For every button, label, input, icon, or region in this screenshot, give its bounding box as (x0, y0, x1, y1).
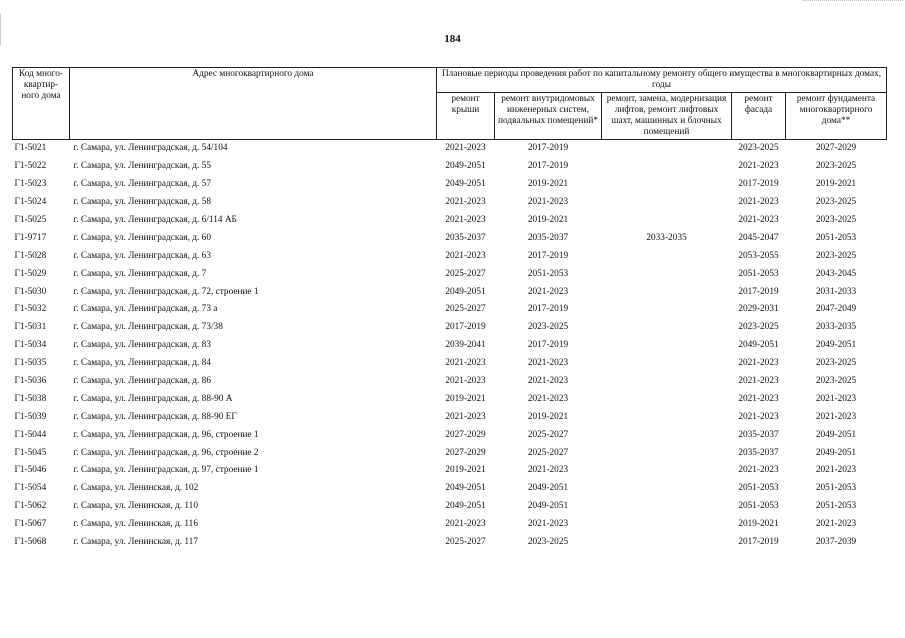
cell-foundation-period: 2043-2045 (815, 268, 857, 279)
page-number: 184 (444, 33, 461, 45)
cell-code: Г1-5054 (14, 483, 47, 494)
table-row (13, 498, 887, 516)
cell-code: Г1-5023 (14, 179, 47, 190)
header-code: Код много-квартир-ного дома (13, 68, 70, 140)
cell-roof-period: 2019-2021 (445, 465, 486, 476)
cell-lifts-period (602, 283, 732, 301)
cell-lifts-period (602, 337, 732, 355)
cell-roof-period: 2021-2023 (445, 358, 486, 369)
cell-code: Г1-5046 (14, 465, 47, 476)
cell-address: г. Самара, ул. Ленинградская, д. 86 (73, 376, 211, 387)
cell-address: г. Самара, ул. Ленинградская, д. 83 (73, 340, 211, 351)
cell-foundation-period: 2051-2053 (815, 483, 857, 494)
cell-address: г. Самара, ул. Ленинградская, д. 73 а (73, 304, 218, 315)
cell-roof-period: 2035-2037 (445, 232, 486, 243)
cell-facade-period: 2029-2031 (738, 304, 779, 315)
table-row (13, 390, 887, 408)
cell-roof-period: 2049-2051 (445, 286, 486, 297)
cell-roof-period: 2039-2041 (445, 340, 486, 351)
table-row (13, 408, 887, 426)
cell-engineering-period: 2023-2025 (527, 322, 569, 333)
cell-address: г. Самара, ул. Ленинградская, д. 88-90 ЕГ (73, 411, 237, 422)
cell-foundation-period: 2021-2023 (815, 411, 857, 422)
cell-address: г. Самара, ул. Ленинградская, д. 57 (73, 179, 211, 190)
cell-code: Г1-5030 (14, 286, 47, 297)
cell-facade-period: 2021-2023 (738, 393, 779, 404)
cell-address: г. Самара, ул. Ленинградская, д. 73/38 (73, 322, 223, 333)
cell-facade-period: 2051-2053 (738, 483, 779, 494)
cell-roof-period: 2049-2051 (445, 501, 486, 512)
table-row (13, 176, 887, 194)
cell-engineering-period: 2025-2027 (527, 429, 569, 440)
table-row (13, 301, 887, 319)
cell-code: Г1-5035 (14, 358, 47, 369)
table-row (13, 355, 887, 373)
cell-code: Г1-5034 (14, 340, 47, 351)
cell-address: г. Самара, ул. Ленинградская, д. 96, строение 1 (73, 429, 259, 440)
cell-code: Г1-5062 (14, 501, 47, 512)
cell-facade-period: 2021-2023 (738, 197, 779, 208)
cell-address: г. Самара, ул. Ленинская, д. 116 (73, 519, 198, 530)
cell-engineering-period: 2049-2051 (527, 483, 569, 494)
cell-engineering-period: 2035-2037 (527, 232, 569, 243)
table-row (13, 426, 887, 444)
cell-code: Г1-5022 (14, 161, 47, 172)
cell-foundation-period: 2023-2025 (815, 161, 857, 172)
cell-address: г. Самара, ул. Ленинградская, д. 88-90 А (73, 393, 233, 404)
cell-foundation-period: 2021-2023 (815, 519, 857, 530)
table-row (13, 194, 887, 212)
cell-roof-period: 2021-2023 (445, 250, 486, 261)
cell-lifts-period (602, 212, 732, 230)
cell-engineering-period: 2021-2023 (527, 286, 569, 297)
cell-engineering-period: 2017-2019 (527, 143, 569, 154)
cell-roof-period: 2021-2023 (445, 143, 486, 154)
cell-foundation-period: 2051-2053 (815, 501, 857, 512)
table-row (13, 462, 887, 480)
cell-engineering-period: 2017-2019 (527, 161, 569, 172)
cell-lifts-period (602, 426, 732, 444)
cell-foundation-period: 2021-2023 (815, 465, 857, 476)
cell-facade-period: 2017-2019 (738, 286, 779, 297)
cell-facade-period: 2051-2053 (738, 268, 779, 279)
cell-foundation-period: 2031-2033 (815, 286, 857, 297)
header-roof: ремонт крыши (437, 93, 495, 140)
cell-engineering-period: 2021-2023 (527, 465, 569, 476)
cell-engineering-period: 2019-2021 (527, 179, 569, 190)
cell-engineering-period: 2021-2023 (527, 519, 569, 530)
cell-code: Г1-9717 (14, 232, 47, 243)
cell-foundation-period: 2037-2039 (815, 537, 857, 548)
cell-lifts-period (602, 176, 732, 194)
cell-code: Г1-5045 (14, 447, 47, 458)
table-body (13, 140, 887, 552)
cell-foundation-period: 2019-2021 (815, 179, 857, 190)
cell-address: г. Самара, ул. Ленинградская, д. 96, строение 2 (73, 447, 259, 458)
cell-foundation-period: 2023-2025 (815, 376, 857, 387)
cell-facade-period: 2035-2037 (738, 447, 779, 458)
cell-foundation-period: 2049-2051 (815, 447, 857, 458)
cell-code: Г1-5067 (14, 519, 47, 530)
cell-address: г. Самара, ул. Ленинская, д. 102 (73, 483, 199, 494)
cell-lifts-period (602, 498, 732, 516)
cell-code: Г1-5024 (14, 197, 47, 208)
cell-foundation-period: 2023-2025 (815, 358, 857, 369)
cell-roof-period: 2019-2021 (445, 393, 486, 404)
table-row (13, 265, 887, 283)
cell-lifts-period (602, 247, 732, 265)
cell-foundation-period: 2051-2053 (815, 232, 857, 243)
cell-engineering-period: 2021-2023 (527, 376, 569, 387)
cell-roof-period: 2021-2023 (445, 215, 486, 225)
cell-code: Г1-5044 (14, 429, 47, 440)
cell-roof-period: 2049-2051 (445, 179, 486, 190)
cell-facade-period: 2053-2055 (738, 250, 779, 261)
cell-engineering-period: 2025-2027 (527, 447, 569, 458)
cell-roof-period: 2025-2027 (445, 304, 486, 315)
table-row (13, 337, 887, 355)
cell-address: г. Самара, ул. Ленинградская, д. 72, строение 1 (73, 286, 259, 297)
cell-lifts-period (602, 444, 732, 462)
cell-address: г. Самара, ул. Ленинградская, д. 63 (73, 250, 211, 261)
cell-engineering-period: 2017-2019 (527, 340, 569, 351)
table-header (13, 68, 887, 140)
cell-code: Г1-5028 (14, 250, 47, 261)
cell-lifts-period (602, 355, 732, 373)
cell-facade-period: 2045-2047 (738, 232, 779, 243)
cell-roof-period: 2049-2051 (445, 161, 486, 172)
corner-scan-mark (803, 0, 903, 2)
cell-facade-period: 2051-2053 (738, 501, 779, 512)
cell-address: г. Самара, ул. Ленинградская, д. 54/104 (73, 143, 228, 154)
cell-address: г. Самара, ул. Ленинская, д. 117 (73, 537, 198, 548)
cell-code: Г1-5039 (14, 411, 47, 422)
cell-engineering-period: 2021-2023 (527, 197, 569, 208)
cell-code: Г1-5025 (14, 215, 47, 225)
cell-address: г. Самара, ул. Ленинградская, д. 58 (73, 197, 211, 208)
cell-engineering-period: 2017-2019 (527, 250, 569, 261)
cell-roof-period: 2021-2023 (445, 411, 486, 422)
cell-foundation-period: 2047-2049 (815, 304, 857, 315)
cell-lifts-period (602, 390, 732, 408)
cell-lifts-period (602, 265, 732, 283)
cell-engineering-period: 2019-2021 (527, 215, 569, 225)
cell-facade-period: 2021-2023 (738, 411, 779, 422)
cell-engineering-period: 2049-2051 (527, 501, 569, 512)
cell-foundation-period: 2049-2051 (815, 429, 857, 440)
table-row (13, 516, 887, 534)
cell-roof-period: 2025-2027 (445, 537, 486, 548)
cell-foundation-period: 2049-2051 (815, 340, 857, 351)
cell-code: Г1-5021 (14, 143, 47, 154)
table-row (13, 140, 887, 158)
cell-lifts-period (602, 319, 732, 337)
table-row (13, 480, 887, 498)
cell-code: Г1-5036 (14, 376, 47, 387)
table-row (13, 534, 887, 552)
cell-code: Г1-5038 (14, 393, 47, 404)
cell-address: г. Самара, ул. Ленинградская, д. 84 (73, 358, 211, 369)
cell-facade-period: 2049-2051 (738, 340, 779, 351)
cell-code: Г1-5068 (14, 537, 47, 548)
cell-foundation-period: 2021-2023 (815, 393, 857, 404)
cell-lifts-period (602, 194, 732, 212)
cell-facade-period: 2021-2023 (738, 376, 779, 387)
cell-facade-period: 2023-2025 (738, 322, 779, 333)
cell-engineering-period: 2051-2053 (527, 268, 569, 279)
cell-address: г. Самара, ул. Ленинградская, д. 6/114 АБ (73, 215, 237, 225)
cell-engineering-period: 2021-2023 (527, 358, 569, 369)
header-facade: ремонт фасада (732, 93, 786, 140)
cell-facade-period: 2021-2023 (738, 215, 779, 225)
cell-roof-period: 2017-2019 (445, 322, 486, 333)
table-row (13, 212, 887, 230)
cell-facade-period: 2021-2023 (738, 465, 779, 476)
header-foundation: ремонт фундамента многоквартирного дома** (786, 93, 887, 140)
cell-facade-period: 2021-2023 (738, 358, 779, 369)
cell-lifts-period (602, 516, 732, 534)
header-address: Адрес многоквартирного дома (70, 68, 437, 140)
header-lifts: ремонт, замена, модернизация лифтов, ремонт лифтовых шахт, машинных и блочных помещений (602, 93, 732, 140)
cell-code: Г1-5031 (14, 322, 47, 333)
cell-roof-period: 2027-2029 (445, 429, 486, 440)
table-row (13, 247, 887, 265)
cell-lifts-period (602, 158, 732, 176)
cell-address: г. Самара, ул. Ленинская, д. 110 (73, 501, 198, 512)
table-row (13, 444, 887, 462)
cell-roof-period: 2027-2029 (445, 447, 486, 458)
cell-engineering-period: 2021-2023 (527, 393, 569, 404)
cell-roof-period: 2021-2023 (445, 197, 486, 208)
cell-roof-period: 2025-2027 (445, 268, 486, 279)
cell-foundation-period: 2023-2025 (815, 197, 857, 208)
cell-facade-period: 2023-2025 (738, 143, 779, 154)
cell-lifts-period (602, 408, 732, 426)
cell-lifts-period (602, 480, 732, 498)
header-engineering: ремонт внутридомовых инженерных систем, подвальных помещений* (495, 93, 602, 140)
cell-lifts-period (602, 534, 732, 552)
table-row (13, 283, 887, 301)
cell-address: г. Самара, ул. Ленинградская, д. 55 (73, 161, 211, 172)
cell-facade-period: 2019-2021 (738, 519, 779, 530)
cell-foundation-period: 2023-2025 (815, 250, 857, 261)
cell-facade-period: 2017-2019 (738, 537, 779, 548)
capital-repair-table (12, 67, 887, 551)
cell-address: г. Самара, ул. Ленинградская, д. 7 (73, 268, 207, 279)
cell-lifts-period: 2033-2035 (646, 232, 687, 243)
cell-roof-period: 2021-2023 (445, 519, 486, 530)
cell-lifts-period (602, 301, 732, 319)
cell-foundation-period: 2023-2025 (815, 215, 857, 225)
cell-facade-period: 2017-2019 (738, 179, 779, 190)
cell-lifts-period (602, 462, 732, 480)
cell-lifts-period (602, 373, 732, 391)
cell-engineering-period: 2023-2025 (527, 537, 569, 548)
table-row (13, 319, 887, 337)
cell-roof-period: 2021-2023 (445, 376, 486, 387)
header-periods-group: Плановые периоды проведения работ по капитальному ремонту общего имущества в многоквартирных домах, годы (437, 68, 887, 93)
cell-facade-period: 2021-2023 (738, 161, 779, 172)
cell-address: г. Самара, ул. Ленинградская, д. 60 (73, 232, 211, 243)
cell-foundation-period: 2027-2029 (815, 143, 857, 154)
cell-roof-period: 2049-2051 (445, 483, 486, 494)
cell-code: Г1-5029 (14, 268, 47, 279)
cell-code: Г1-5032 (14, 304, 47, 315)
table-row (13, 229, 887, 247)
cell-lifts-period (602, 140, 732, 158)
cell-foundation-period: 2033-2035 (815, 322, 857, 333)
cell-engineering-period: 2019-2021 (527, 411, 569, 422)
cell-facade-period: 2035-2037 (738, 429, 779, 440)
table-row (13, 158, 887, 176)
table-row (13, 373, 887, 391)
cell-address: г. Самара, ул. Ленинградская, д. 97, строение 1 (73, 465, 259, 476)
cell-engineering-period: 2017-2019 (527, 304, 569, 315)
